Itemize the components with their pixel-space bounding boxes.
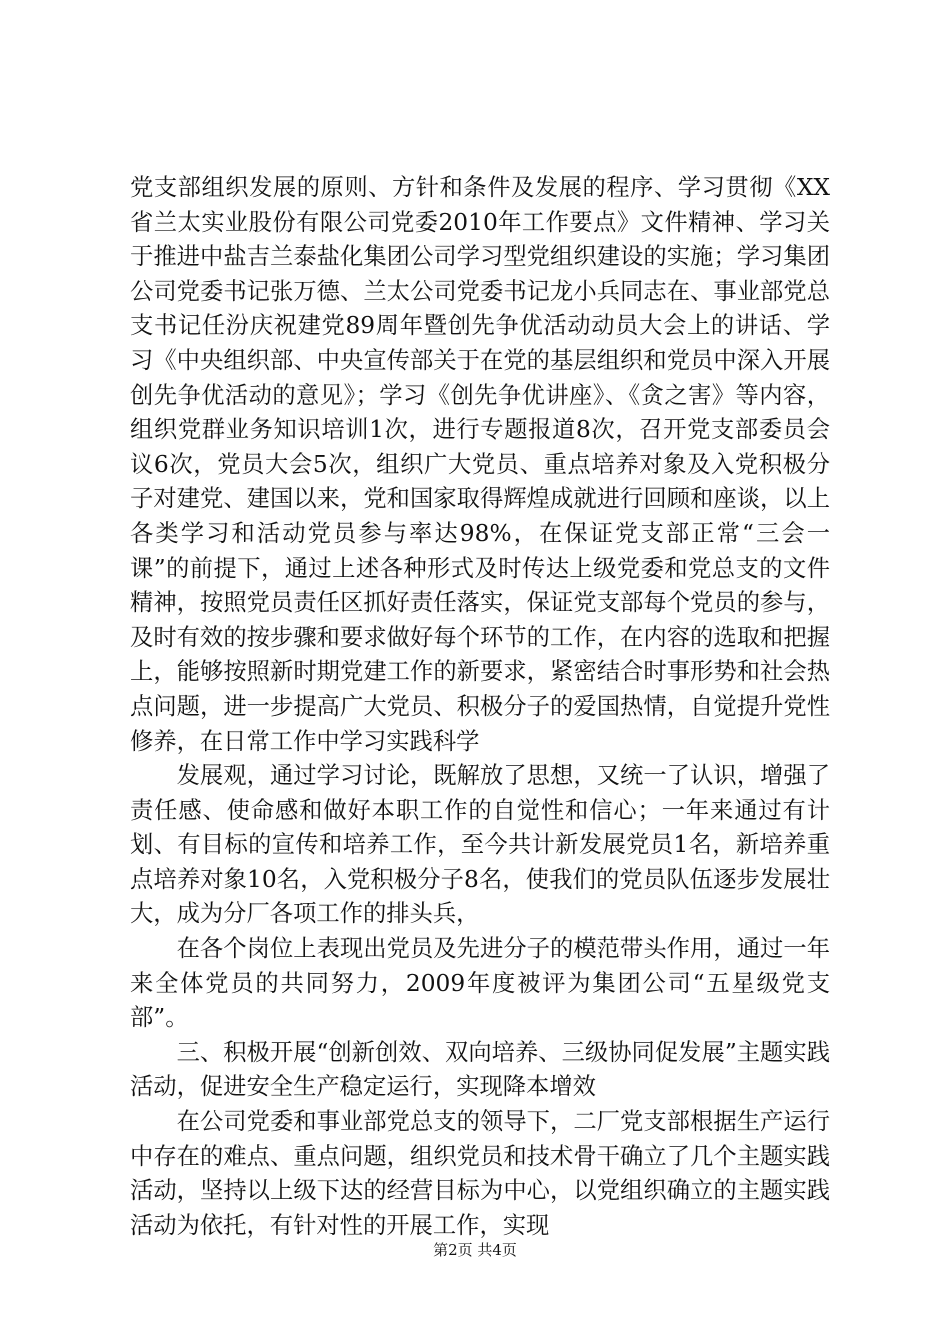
page-number-footer: 第2页 共4页 <box>433 1241 517 1259</box>
paragraph: 党支部组织发展的原则、方针和条件及发展的程序、学习贯彻《XX省兰太实业股份有限公司党委2010年工作要点》文件精神、学习关于推进中盐吉兰泰盐化集团公司学习型党组织建设的实施；学习集团公司党委书记张万德、兰太公司党委书记龙小兵同志在、事业部党总支书记任汾庆祝建党89周年暨创先争优活动动员大会上的讲话、学习《中央组织部、中央宣传部关于在党的基层组织和党员中深入开展创先争优活动的意见》；学习《创先争优讲座》、《贪之害》等内容，组织党群业务知识培训1次，进行专题报道8次，召开党支部委员会议6次，党员大会5次，组织广大党员、重点培养对象及入党积极分子对建党、建国以来，党和国家取得辉煌成就进行回顾和座谈，以上各类学习和活动党员参与率达98%，在保证党支部正常“三会一课”的前提下，通过上述各种形式及时传达上级党委和党总支的文件精神，按照党员责任区抓好责任落实，保证党支部每个党员的参与，及时有效的按步骤和要求做好每个环节的工作，在内容的选取和把握上，能够按照新时期党建工作的新要求，紧密结合时事形势和社会热点问题，进一步提高广大党员、积极分子的爱国热情，自觉提升党性修养，在日常工作中学习实践科学 <box>130 174 830 755</box>
paragraph: 在各个岗位上表现出党员及先进分子的模范带头作用，通过一年来全体党员的共同努力，2009年度被评为集团公司“五星级党支部”。 <box>130 935 830 1032</box>
section-heading-paragraph: 三、积极开展“创新创效、双向培养、三级协同促发展”主题实践活动，促进安全生产稳定运行，实现降本增效 <box>130 1038 830 1101</box>
document-body <box>130 171 830 1243</box>
paragraph: 发展观，通过学习讨论，既解放了思想，又统一了认识，增强了责任感、使命感和做好本职工作的自觉性和信心；一年来通过有计划、有目标的宣传和培养工作，至今共计新发展党员1名，新培养重点培养对象10名，入党积极分子8名，使我们的党员队伍逐步发展壮大，成为分厂各项工作的排头兵， <box>130 762 830 928</box>
paragraph: 在公司党委和事业部党总支的领导下，二厂党支部根据生产运行中存在的难点、重点问题，组织党员和技术骨干确立了几个主题实践活动，坚持以上级下达的经营目标为中心，以党组织确立的主题实践活动为依托，有针对性的开展工作，实现 <box>130 1108 830 1239</box>
